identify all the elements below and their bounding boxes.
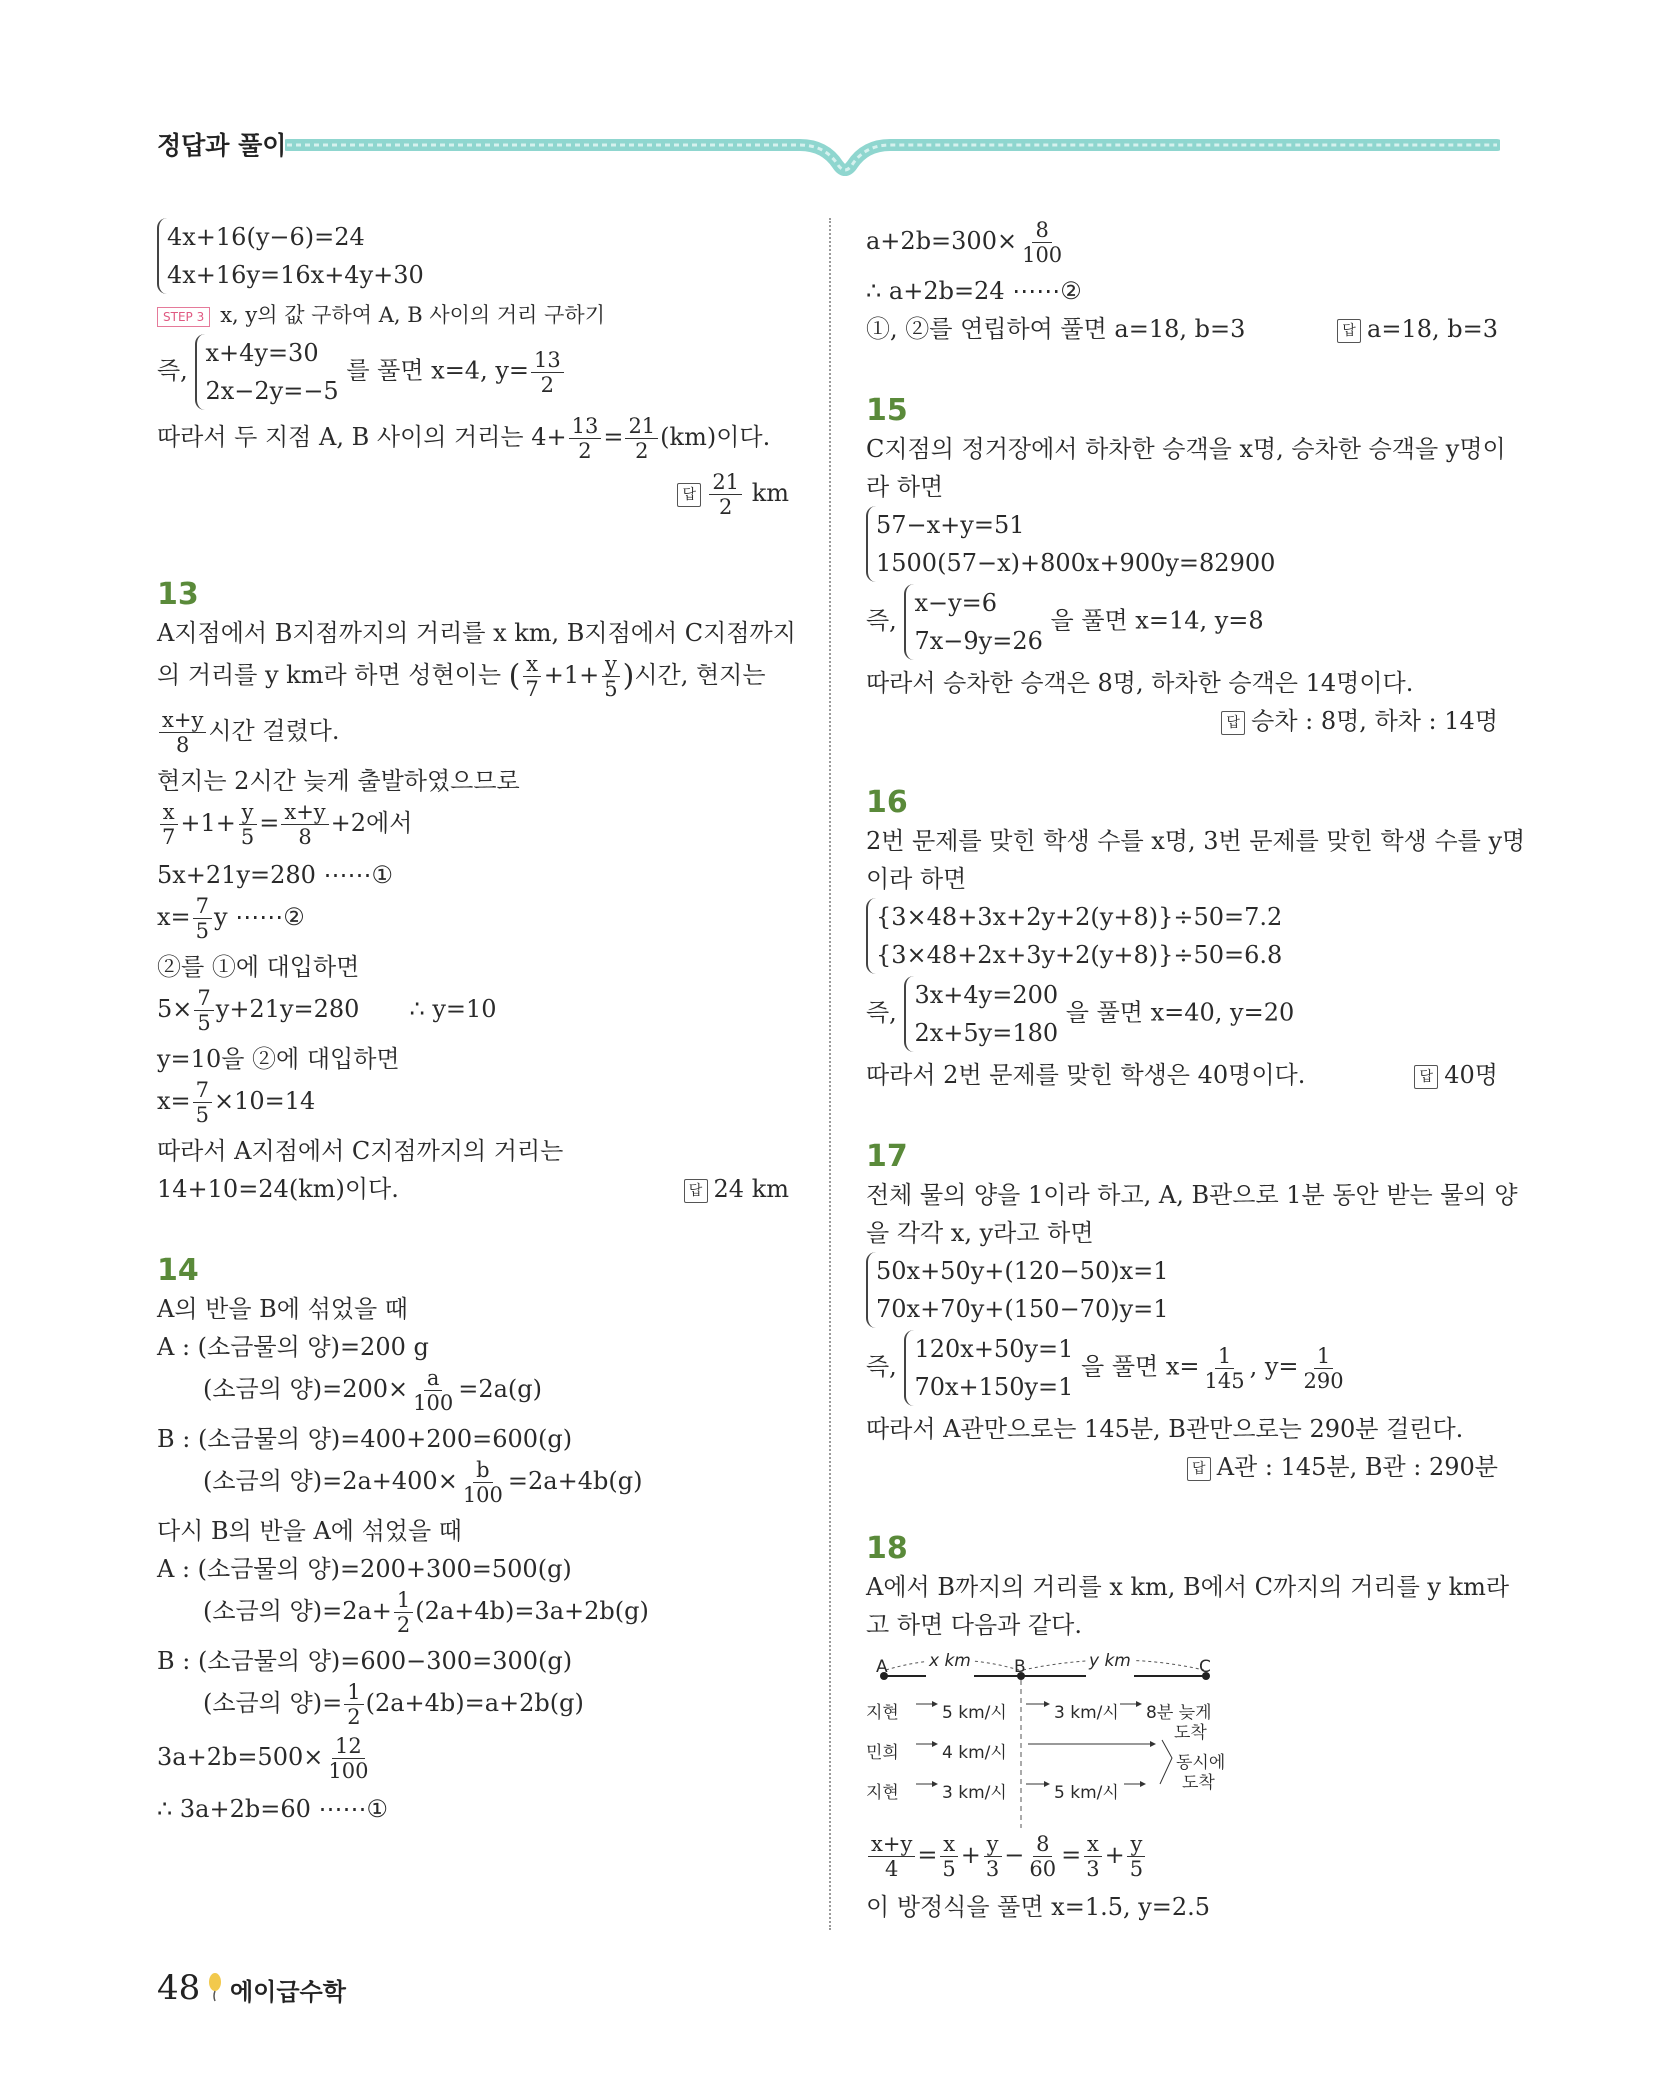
p14c-line-1: a+2b=300× $\frac{8}{100}$ [866,218,1063,267]
row3-speed2: 5 km/시 [1054,1783,1119,1803]
p13-text-2: 의 거리를 y km라 하면 성현이는 ( $\frac{x}{7}$ +1+ $\frac{y}{5}$ )시간, 현지는 [157,652,766,701]
answer-icon: 답 [1187,1457,1211,1481]
segment-x: x km [926,1642,974,1680]
p14-line-10: ∴ 3a+2b=60 ⋯⋯① [157,1795,389,1823]
problem-number-16: 16 [866,785,908,820]
problem-number-17: 17 [866,1139,908,1174]
answer-icon: 답 [1221,711,1245,735]
row1-result-2: 도착 [1174,1723,1207,1743]
p16-system-1: {3×48+3x+2y+2(y+8)}÷50=7.2 {3×48+2x+3y+2(y+8)}÷50=6.8 [866,898,1498,976]
p14-line-9: 3a+2b=500× $\frac{12}{100}$ [157,1734,369,1783]
p14-line-7: B : (소금물의 양)=600−300=300(g) [157,1647,573,1675]
step-badge: STEP 3 [157,307,210,327]
problem-number-13: 13 [157,577,199,612]
p13-eq-4: 5× $\frac{7}{5}$ y+21y=280 ∴ y=10 [157,986,497,1035]
row1-speed1: 5 km/시 [942,1703,1007,1723]
p13-text-6: y=10을 ②에 대입하면 [157,1045,400,1073]
p14-line-3: B : (소금물의 양)=400+200=600(g) [157,1425,573,1453]
p12-step-line: STEP 3 x, y의 값 구하여 A, B 사이의 거리 구하기 [157,296,789,334]
answer-icon: 답 [1414,1065,1438,1089]
p16-text-3: 따라서 2번 문제를 맞힌 학생은 40명이다. 답 40명 [866,1056,1498,1094]
p14c-line-3: ①, ②를 연립하여 풀면 a=18, b=3 답 a=18, b=3 [866,310,1498,348]
p18-text-2: 고 하면 다음과 같다. [866,1611,1082,1639]
p13-text-5: ②를 ①에 대입하면 [157,953,360,981]
balloon-icon [207,1972,223,2002]
p13-text-4: 현지는 2시간 늦게 출발하였으므로 [157,767,520,795]
p14-line-1: A : (소금물의 양)=200 g [157,1333,429,1361]
p14-answer: 답 a=18, b=3 [1337,310,1498,348]
p12-answer: 답 $\frac{21}{2}$ km [157,470,789,526]
p12-system-1: 4x+16(y−6)=24 4x+16y=16x+4y+30 [157,218,789,296]
point-b: B [1014,1657,1026,1677]
p13-eq-1: $\frac{x}{7}$ +1+ $\frac{y}{5}$ = $\frac{x+y}{8}$ +2에서 [157,800,789,856]
p18-text-3: 이 방정식을 풀면 x=1.5, y=2.5 [866,1893,1211,1921]
row1-result: 8분 늦게 [1146,1703,1212,1723]
p15-answer: 답 승차 : 8명, 하차 : 14명 [866,702,1498,740]
p15-text-3: 따라서 승차한 승객은 8명, 하차한 승객은 14명이다. [866,669,1414,697]
left-column [157,218,796,1828]
p17-text-2: 을 각각 x, y라고 하면 [866,1219,1094,1247]
p16-solve: 즉, 3x+4y=200 2x+5y=180 을 풀면 x=40, y=20 [866,976,1498,1056]
answer-icon: 답 [1337,319,1361,343]
brand-name: 에이급수학 [230,1978,346,2006]
header-wave-decoration [285,130,1500,180]
p15-solve: 즉, x−y=6 7x−9y=26 을 풀면 x=14, y=8 [866,584,1498,664]
answer-icon: 답 [677,483,701,507]
row1-speed2: 3 km/시 [1054,1703,1119,1723]
same-arrival: 동시에 [1176,1753,1226,1773]
p18-text-1: A에서 B까지의 거리를 x km, B에서 C까지의 거리를 y km라 [866,1573,1510,1601]
p17-answer: 답 A관 : 145분, B관 : 290분 [866,1448,1498,1486]
row3-speed1: 3 km/시 [942,1783,1007,1803]
segment-y: y km [1086,1642,1134,1680]
p16-text-2: 이라 하면 [866,865,967,893]
p13-eq-3: x= $\frac{7}{5}$ y ⋯⋯② [157,894,305,943]
p15-text-2: 라 하면 [866,473,944,501]
p14-text-2: 다시 B의 반을 A에 섞었을 때 [157,1517,462,1545]
right-column [866,218,1526,1926]
p15-system-1: 57−x+y=51 1500(57−x)+800x+900y=82900 [866,506,1498,584]
problem-number-18: 18 [866,1531,908,1566]
p15-text-1: C지점의 정거장에서 하차한 승객을 x명, 승차한 승객을 y명이 [866,435,1506,463]
p14-line-6: (소금의 양)=2a+ $\frac{1}{2}$ (2a+4b)=3a+2b(g) [203,1588,649,1637]
p13-text-3: $\frac{x+y}{8}$ 시간 걸렸다. [157,708,789,762]
answer-icon: 답 [684,1179,708,1203]
p13-text: A지점에서 B지점까지의 거리를 x km, B지점에서 C지점까지 [157,619,796,647]
p13-answer: 답 24 km [684,1170,789,1208]
p13-text-8: 14+10=24(km)이다. 답 24 km [157,1170,789,1208]
route-diagram [866,1648,1266,1828]
problem-number-15: 15 [866,393,908,428]
p13-eq-2: 5x+21y=280 ⋯⋯① [157,861,394,889]
header-title: 정답과 풀이 [157,131,287,160]
p16-answer: 답 40명 [1414,1056,1498,1094]
row1-name: 지현 [866,1703,899,1723]
p17-system-1: 50x+50y+(120−50)x=1 70x+70y+(150−70)y=1 [866,1252,1498,1330]
row2-name: 민희 [866,1743,899,1763]
p18-equation: $\frac{x+y}{4}$ = $\frac{x}{5}$ + $\frac{y}{3}$ − $\frac{8}{60}$ = $\frac{x}{3}$ + $\frac{y}{5}$ [866,1832,1498,1888]
p17-solve: 즉, 120x+50y=1 70x+150y=1 을 풀면 x= $\frac{1}{145}$ , y= $\frac{1}{290}$ [866,1330,1498,1410]
p17-text-3: 따라서 A관만으로는 145분, B관만으로는 290분 걸린다. [866,1415,1464,1443]
p13-eq-5: x= $\frac{7}{5}$ ×10=14 [157,1078,316,1127]
same-arrival-2: 도착 [1182,1773,1215,1793]
p14-line-5: A : (소금물의 양)=200+300=500(g) [157,1555,572,1583]
point-a: A [876,1657,888,1677]
p13-text-7: 따라서 A지점에서 C지점까지의 거리는 [157,1137,564,1165]
p12-solve-line: 즉, x+4y=30 2x−2y=−5 를 풀면 x=4, y= $\frac{13}{2}$ [157,334,789,414]
point-c: C [1199,1657,1211,1677]
p14-line-8: (소금의 양)= $\frac{1}{2}$ (2a+4b)=a+2b(g) [203,1680,584,1729]
p17-text-1: 전체 물의 양을 1이라 하고, A, B관으로 1분 동안 받는 물의 양 [866,1181,1518,1209]
column-divider [829,218,831,1930]
page-number: 48 [157,1968,201,2008]
problem-number-14: 14 [157,1253,199,1288]
row3-name: 지현 [866,1783,899,1803]
row2-speed1: 4 km/시 [942,1743,1007,1763]
p14-line-4: (소금의 양)=2a+400× $\frac{b}{100}$ =2a+4b(g) [203,1458,643,1507]
p14-line-2: (소금의 양)=200× $\frac{a}{100}$ =2a(g) [203,1366,542,1415]
p16-text-1: 2번 문제를 맞힌 학생 수를 x명, 3번 문제를 맞힌 학생 수를 y명 [866,827,1526,855]
p14c-line-2: ∴ a+2b=24 ⋯⋯② [866,277,1082,305]
p12-distance-line: 따라서 두 지점 A, B 사이의 거리는 4+ $\frac{13}{2}$ = $\frac{21}{2}$ (km)이다. [157,414,771,463]
p14-text-1: A의 반을 B에 섞었을 때 [157,1295,408,1323]
